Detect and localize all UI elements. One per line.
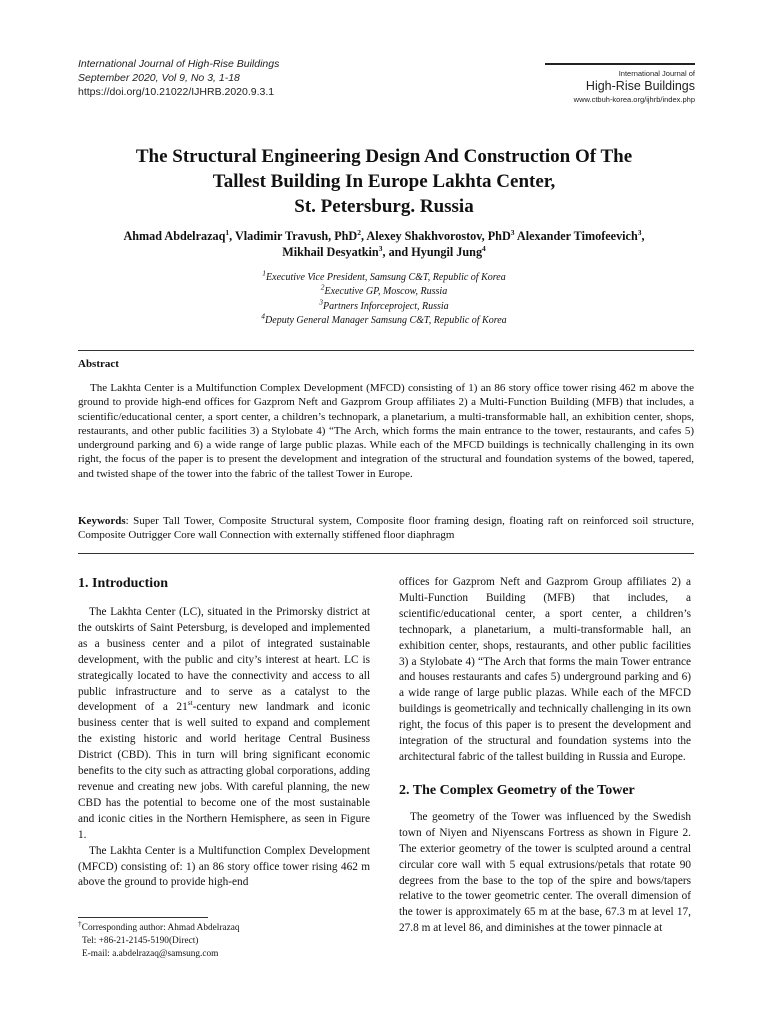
journal-url[interactable]: www.ctbuh-korea.org/ijhrb/index.php — [573, 95, 695, 104]
logo-line-2: High-Rise Buildings — [585, 79, 695, 93]
title-line-1: The Structural Engineering Design And Construction Of The — [135, 146, 633, 167]
author-sup: 4 — [482, 243, 486, 253]
affiliation — [60, 297, 708, 314]
footnote-email[interactable]: E-mail: a.abdelrazaq@samsung.com — [82, 949, 219, 959]
abstract-text: The Lakhta Center is a Multifunction Complex Development (MFCD) consisting of 1) an 86 story office tower rising 462 m above the ground to provide high-end offices for Gazprom Neft and Gazprom Group affiliates 2) a Multi-Function Building (MFB) that includes, a scientific/educational center, a sport center, a children’s technopark, a planetarium, a multi-transformable hall, an exhibition center, shops, restaurants, and other public facilities 3) a Stylobate 4) “The Arch, which forms the main entrance to the tower, restaurants, and cafes 5) underground parking and 6) a wide range of large public plazas. While each of the MFCD buildings is technically challenging in its own right, the focus of the paper is to present the development and integration of the structural and foundation systems of the bowed, tapered, and twisted shape of the tower into the fabric of the tallest Tower in Europe. — [78, 382, 694, 480]
author-name: Alexander Timofeevich — [514, 229, 638, 243]
logo-line-1: International Journal of — [618, 69, 695, 78]
author-name: , Alexey Shakhvorostov, PhD — [360, 229, 511, 243]
ordinal-sup: st — [187, 698, 193, 708]
abstract-top-rule — [78, 350, 694, 351]
author-list — [60, 228, 708, 260]
affiliation — [60, 282, 708, 299]
author-line-1 — [60, 228, 708, 244]
abstract-bottom-rule — [78, 553, 694, 554]
affiliation-num: 4 — [261, 311, 266, 321]
title-line-3: St. Petersburg. Russia — [294, 196, 474, 217]
author-sup: 3 — [637, 227, 642, 237]
journal-name: International Journal of High-Rise Buildings — [78, 58, 280, 70]
section-heading-introduction: 1. Introduction — [78, 576, 168, 591]
affiliation-num: 2 — [320, 282, 325, 292]
affiliation-text: Deputy General Manager Samsung C&T, Republic of Korea — [265, 314, 507, 326]
paragraph: The geometry of the Tower was influenced by the Swedish town of Niyen and Niyenscans Fortress as shown in Figure 2. The exterior geometry of the tower is sculpted around a central circular core wall with 5 equal extrusions/petals that rotate 90 degrees from the base to the top of the spire and bows/tapers relative to the tower geometric center. The overall dimension of the tower is approximately 65 m at the base, 67.3 m at level 17, 27.8 m at level 86, and diminishes at the tower pinnacle at — [399, 810, 691, 935]
author-name: , Vladimir Travush, PhD — [229, 229, 358, 243]
paragraph: offices for Gazprom Neft and Gazprom Group affiliates 2) a Multi-Function Building (MFB) that includes, a scientific/educational center, a sport center, a children’s technopark, a planetarium, a multi-transformable hall, an exhibition center, shops, restaurants, and other public facilities 3) a Stylobate 4) “The Arch that forms the main Tower entrance and houses restaurants and cafes 5) underground parking and 6) a wide range of large public plazas. While each of the MFCD buildings is geometrically and technically challenging in its own right, the focus of this paper is to present the development and integration of the structural and foundation systems into the architectural fabric of the tallest building in Russia and Europe. — [399, 576, 691, 763]
abstract-heading: Abstract — [78, 358, 119, 370]
paragraph-text: -century new landmark and iconic business center that is well suited to expand and complement the existing historic and world heritage Central Business District (CBD). This in turn will bring significant economic benefits to the city such as attracting global corporations, adding revenue and creating new jobs. With careful planning, the new CBD has the potential to become one of the most sustainable and iconic cities in the Northern Hemisphere, as seen in Figure 1. — [78, 701, 370, 841]
author-sup: 1 — [225, 227, 230, 237]
right-column — [399, 575, 691, 937]
affiliation-text: Partners Inforceproject, Russia — [323, 300, 449, 312]
footnote-line — [78, 918, 240, 935]
paragraph — [78, 605, 370, 844]
section-heading-geometry: 2. The Complex Geometry of the Tower — [399, 782, 635, 798]
journal-logo — [545, 63, 695, 105]
keywords — [78, 514, 694, 543]
title-line-2: Tallest Building In Europe Lakhta Center, — [212, 171, 556, 192]
keywords-label: Keywords — [78, 515, 126, 527]
author-separator: , — [641, 229, 645, 243]
doi-link[interactable]: https://doi.org/10.21022/IJHRB.2020.9.3.1 — [78, 86, 275, 98]
affiliation — [60, 268, 708, 285]
affiliation-num: 1 — [262, 268, 267, 278]
author-name: Ahmad Abdelrazaq — [123, 229, 226, 243]
keywords-text: : Super Tall Tower, Composite Structural system, Composite floor framing design, floating raft on reinforced soil structure, Composite Outrigger Core wall Connection with externally stiffened floor diaphragm — [78, 515, 694, 542]
journal-issue: September 2020, Vol 9, No 3, 1-18 — [78, 72, 240, 84]
author-sup: 2 — [357, 227, 361, 237]
paragraph: The Lakhta Center is a Multifunction Complex Development (MFCD) consisting of: 1) an 86 story office tower rising 462 m above the ground to provide high-end — [78, 844, 370, 889]
author-sup: 3 — [378, 243, 383, 253]
author-name: , and Hyungil Jung — [382, 245, 483, 259]
left-column — [78, 575, 370, 891]
corresponding-author: Corresponding author: Ahmad Abdelrazaq — [81, 923, 240, 933]
author-name: Mikhail Desyatkin — [282, 245, 379, 259]
journal-citation — [78, 57, 279, 99]
affiliation-num: 3 — [319, 297, 324, 307]
footnote-rule — [78, 917, 208, 918]
affiliation-list — [60, 268, 708, 328]
affiliation-text: Executive GP, Moscow, Russia — [324, 286, 448, 298]
author-line-2 — [60, 244, 708, 260]
paper-title — [60, 144, 708, 219]
affiliation — [60, 311, 708, 328]
logo-rule — [545, 63, 695, 65]
author-sup: 3 — [510, 227, 515, 237]
affiliation-text: Executive Vice President, Samsung C&T, Republic of Korea — [266, 272, 506, 283]
paragraph-text: The Lakhta Center (LC), situated in the Primorsky district at the outskirts of Saint Petersburg, is developed and implemented as a business center and a pilot of integrated sustainable development, with the public and city’s interest at heart. LC is strategically located to have the connectivity and access to all public infrastructure and to serve as a catalyst to the development of a 21 — [78, 606, 370, 714]
footnote — [78, 918, 240, 961]
footnote-mark: † — [78, 918, 82, 928]
footnote-tel: Tel: +86-21-2145-5190(Direct) — [82, 936, 199, 946]
